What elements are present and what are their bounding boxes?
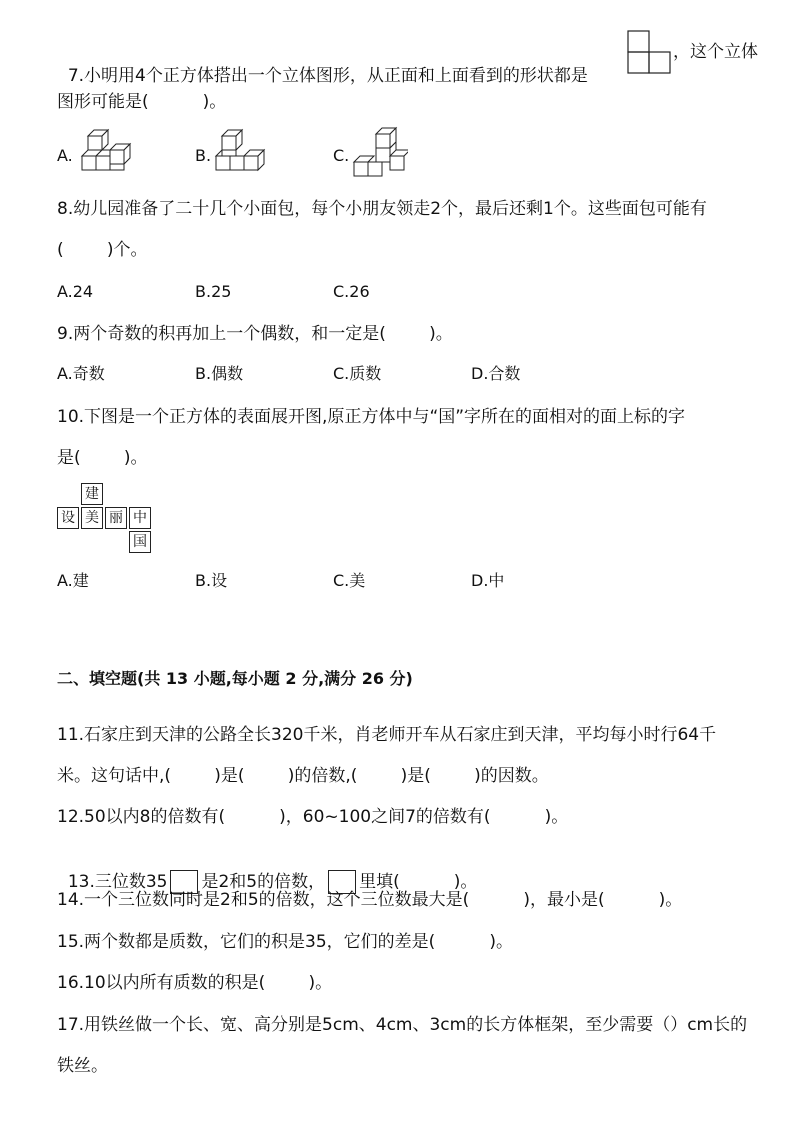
q9-option-b[interactable]: B.偶数	[195, 364, 244, 383]
q7-option-a[interactable]: A.	[57, 146, 73, 165]
q7-option-a-cubes	[78, 128, 134, 182]
net-cell-zhong: 中	[129, 507, 151, 529]
q7-text-line1	[57, 40, 588, 88]
net-cell-jian: 建	[81, 483, 103, 505]
q11-text-line2: 米。这句话中,( )是( )的倍数,( )是( )的因数。	[57, 766, 549, 786]
q10-option-a[interactable]: A.建	[57, 571, 89, 590]
q8-text-line1: 8.幼儿园准备了二十几个小面包，每个小朋友领走2个，最后还剩1个。这些面包可能有	[57, 199, 707, 219]
q16-text: 16.10以内所有质数的积是( )。	[57, 973, 333, 993]
q9-option-c[interactable]: C.质数	[333, 364, 382, 383]
q13-text-b: 是2和5的倍数，	[201, 872, 326, 892]
q9-text: 9.两个奇数的积再加上一个偶数，和一定是( )。	[57, 324, 453, 344]
q8-option-c[interactable]: C.26	[333, 282, 370, 301]
q10-option-d[interactable]: D.中	[471, 571, 505, 590]
q10-option-c[interactable]: C.美	[333, 571, 366, 590]
q8-option-a[interactable]: A.24	[57, 282, 94, 301]
q7-option-b[interactable]: B.	[195, 146, 212, 165]
q7-option-c[interactable]: C.	[333, 146, 350, 165]
section-2-heading: 二、填空题(共 13 小题,每小题 2 分,满分 26 分)	[57, 669, 413, 688]
q9-option-d[interactable]: D.合数	[471, 364, 521, 383]
q11-text-line1: 11.石家庄到天津的公路全长320千米，肖老师开车从石家庄到天津，平均每小时行64千	[57, 725, 717, 745]
q7-text-line1b: ，这个立体	[673, 42, 758, 62]
q9-option-a[interactable]: A.奇数	[57, 364, 105, 383]
q13-text-c: 里填( )。	[359, 872, 478, 892]
q8-text-line2: ( )个。	[57, 240, 148, 260]
q8-option-b[interactable]: B.25	[195, 282, 232, 301]
q10-text-line2: 是( )。	[57, 448, 148, 468]
q12-text: 12.50以内8的倍数有( )，60~100之间7的倍数有( )。	[57, 807, 569, 827]
q7-text-a: 7.小明用4个正方体搭出一个立体图形，从正面和上面看到的形状都是	[67, 66, 588, 86]
cube-net	[57, 483, 157, 555]
q15-text: 15.两个数都是质数，它们的积是35，它们的差是( )。	[57, 932, 513, 952]
q7-option-b-cubes	[214, 128, 266, 182]
net-cell-guo: 国	[129, 531, 151, 553]
q17-text-line2: 铁丝。	[57, 1056, 108, 1076]
q7-text-line2: 图形可能是( )。	[57, 92, 227, 112]
net-cell-li: 丽	[105, 507, 127, 529]
q10-text-line1: 10.下图是一个正方体的表面展开图,原正方体中与“国”字所在的面相对的面上标的字	[57, 407, 686, 427]
front-top-view-shape	[627, 30, 671, 74]
net-cell-she: 设	[57, 507, 79, 529]
q13-text	[57, 846, 477, 894]
q17-text-line1: 17.用铁丝做一个长、宽、高分别是5cm、4cm、3cm的长方体框架，至少需要（）cm长的	[57, 1015, 748, 1035]
q14-text: 14.一个三位数同时是2和5的倍数，这个三位数最大是( )，最小是( )。	[57, 890, 683, 910]
net-cell-mei: 美	[81, 507, 103, 529]
q13-text-a: 13.三位数35	[67, 872, 168, 892]
q10-option-b[interactable]: B.设	[195, 571, 228, 590]
q7-option-c-cubes	[352, 126, 408, 182]
